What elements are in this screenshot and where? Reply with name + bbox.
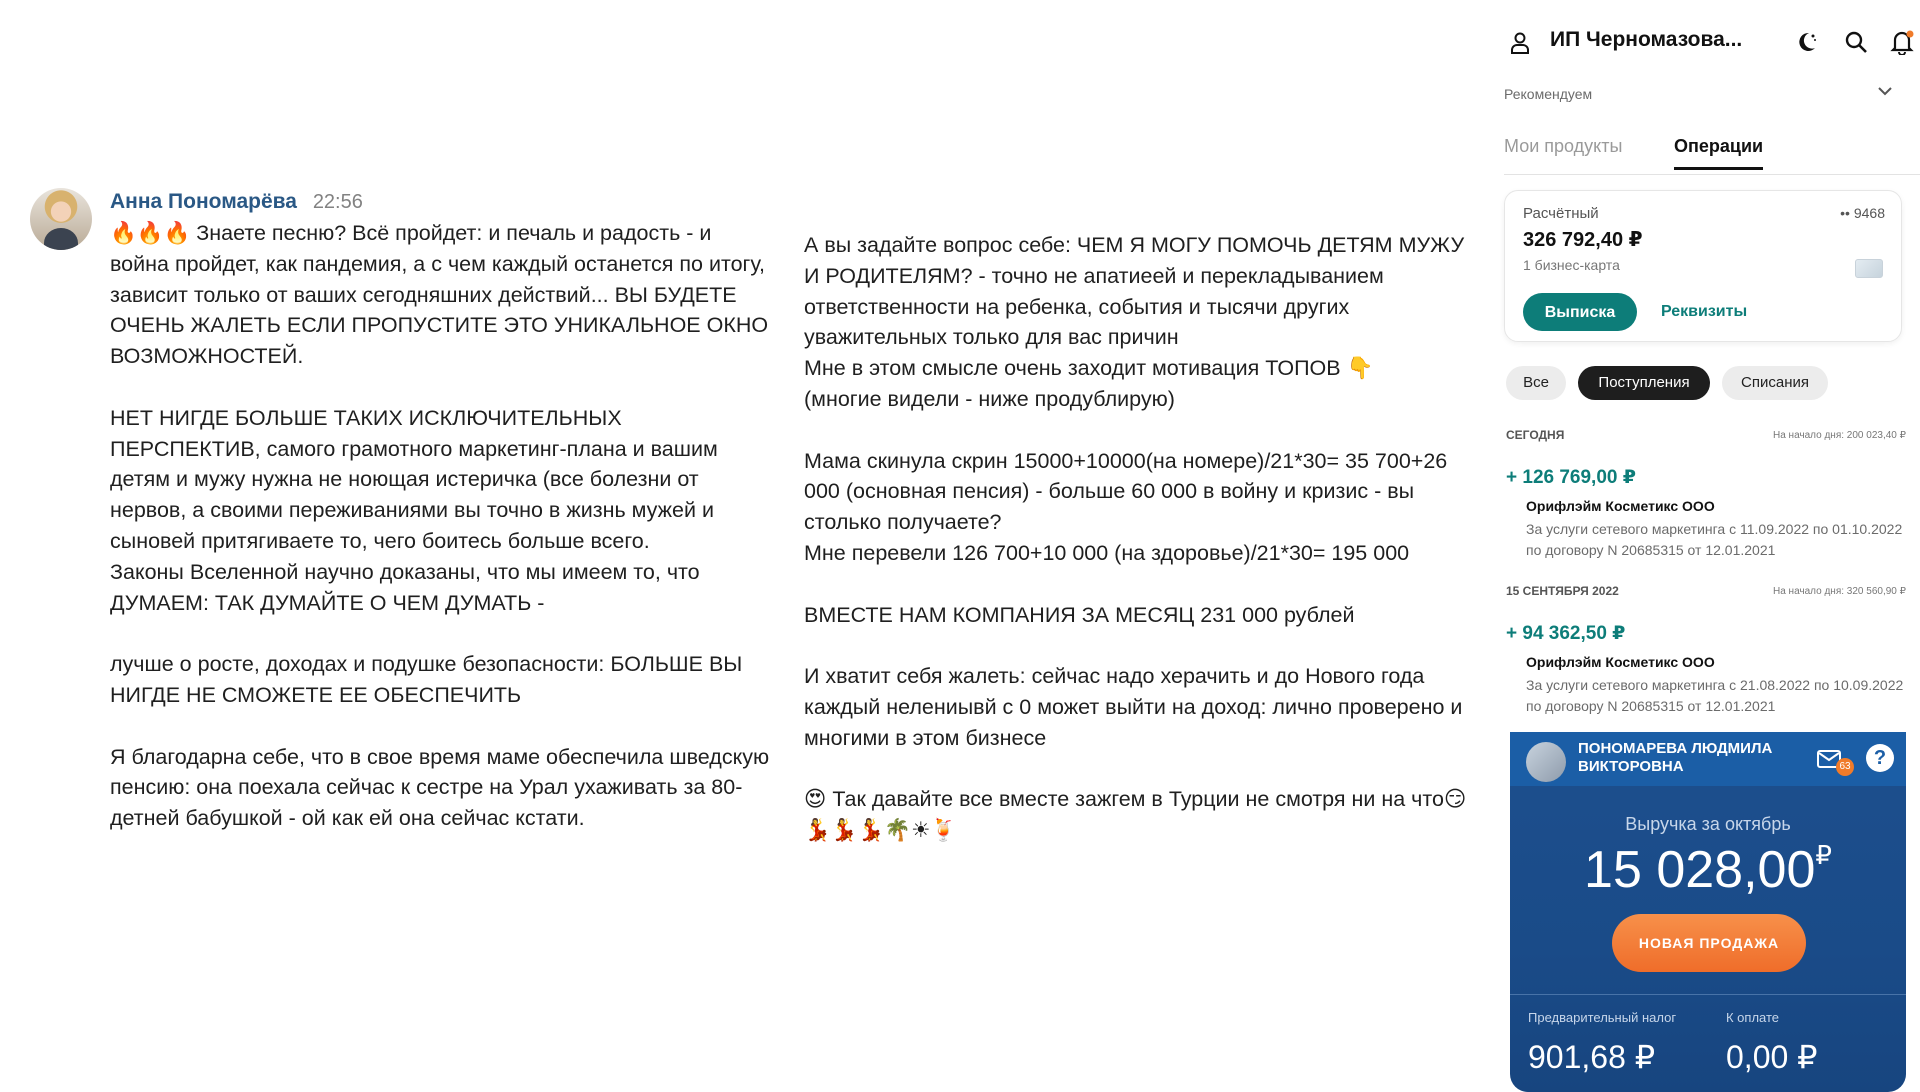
requisites-button[interactable]: Реквизиты <box>1661 303 1748 320</box>
search-icon[interactable] <box>1844 30 1868 54</box>
filter-all[interactable]: Все <box>1506 366 1566 400</box>
chevron-down-icon[interactable] <box>1876 82 1894 100</box>
avatar[interactable] <box>1526 742 1566 782</box>
statement-button[interactable]: Выписка <box>1523 293 1637 331</box>
message-paragraph: Законы Вселенной научно доказаны, что мы имеем то, что ДУМАЕМ: ТАК ДУМАЙТЕ О ЧЕМ ДУМАТЬ - <box>110 559 700 615</box>
paragraph-gap <box>110 372 770 403</box>
message-paragraph: А вы задайте вопрос себе: ЧЕМ Я МОГУ ПОМОЧЬ ДЕТЯМ МУЖУ И РОДИТЕЛЯМ? - точно не апатиеей и перекладыванием ответственности на ребенка, события и тысячи других уважительных только для вас причин <box>804 233 1465 350</box>
message-time[interactable]: 22:56 <box>312 191 363 213</box>
day-start-balance: На начало дня: 320 560,90 ₽ <box>1772 586 1906 597</box>
message-text-right <box>804 230 1474 846</box>
account-card[interactable] <box>1504 190 1902 342</box>
message-paragraph: Я благодарна себе, что в свое время маме обеспечила шведскую пенсию: она поехала сейчас к сестре на Урал ухаживать за 80-детней бабушкой - ой как ей она сейчас кстати. <box>110 744 770 831</box>
message-paragraph: Мне перевели 126 700+10 000 (на здоровье)/21*30= 195 000 <box>804 540 1410 565</box>
bank-tabs <box>1504 136 1920 175</box>
day-label: СЕГОДНЯ <box>1506 428 1565 442</box>
operation-description[interactable]: За услуги сетевого маркетинга с 11.09.2022 по 01.10.2022 по договору N 20685315 от 12.01.2021 <box>1526 521 1903 558</box>
message-header <box>110 190 363 214</box>
operation-company[interactable]: Орифлэйм Косметикс ООО <box>1526 498 1715 514</box>
message-paragraph: ВМЕСТЕ НАМ КОМПАНИЯ ЗА МЕСЯЦ 231 000 рублей <box>804 602 1355 627</box>
operation-description[interactable]: За услуги сетевого маркетинга с 21.08.2022 по 10.09.2022 по договору N 20685315 от 12.01.2021 <box>1526 677 1904 714</box>
paragraph-gap <box>804 630 1474 661</box>
moon-icon[interactable] <box>1794 30 1818 54</box>
message-paragraph: (многие видели - ниже продублирую) <box>804 386 1175 411</box>
day-label: 15 СЕНТЯБРЯ 2022 <box>1506 584 1619 598</box>
help-icon[interactable]: ? <box>1866 744 1894 772</box>
account-balance: 326 792,40 ₽ <box>1523 229 1643 251</box>
tax-app-topbar <box>1510 732 1906 786</box>
filter-expense[interactable]: Списания <box>1722 366 1828 400</box>
message-paragraph: 😍 Так давайте все вместе зажгем в Турции не смотря ни на что😏💃💃💃🌴☀🍹 <box>804 787 1467 843</box>
user-icon[interactable] <box>1510 32 1530 54</box>
bank-header <box>1510 26 1910 58</box>
pay-label: К оплате <box>1726 1010 1780 1025</box>
divider <box>1510 994 1906 995</box>
organization-name[interactable]: ИП Черномазова... <box>1550 28 1743 51</box>
tab-my-products[interactable]: Мои продукты <box>1504 136 1623 156</box>
bell-icon[interactable] <box>1890 29 1914 55</box>
tax-app-user-name[interactable]: ПОНОМАРЕВА ЛЮДМИЛА ВИКТОРОВНА <box>1578 740 1773 775</box>
message-author[interactable]: Анна Пономарёва <box>110 190 297 213</box>
message-text-left <box>110 218 770 834</box>
tax-value[interactable]: 901,68 ₽ <box>1528 1039 1656 1075</box>
message-paragraph: Мама скинула скрин 15000+10000(на номере)/21*30= 35 700+26 000 (основная пенсия) - больше 60 000 в войну и кризис - вы столько получаете? <box>804 448 1448 535</box>
day-start-balance: На начало дня: 200 023,40 ₽ <box>1772 430 1906 441</box>
message-paragraph: НЕТ НИГДЕ БОЛЬШЕ ТАКИХ ИСКЛЮЧИТЕЛЬНЫХ ПЕРСПЕКТИВ, самого грамотного маркетинг-плана и вашим детям и мужу нужна не ноющая истеричка (все болезни от нервов, а своими переживаниями вы точно в жизнь мужей и сыновей притягиваете то, чего боитесь больше всего. <box>110 405 718 553</box>
mail-badge: 63 <box>1836 758 1854 776</box>
paragraph-gap <box>804 754 1474 785</box>
operation-amount[interactable]: + 94 362,50 ₽ <box>1506 623 1626 644</box>
avatar[interactable] <box>30 188 92 250</box>
card-icon <box>1855 259 1883 278</box>
account-cards: 1 бизнес-карта <box>1523 257 1620 273</box>
message-paragraph: Мне в этом смысле очень заходит мотивация ТОПОВ 👇 <box>804 356 1374 381</box>
tab-operations[interactable]: Операции <box>1674 136 1763 170</box>
bank-app-screenshot <box>1486 0 1920 1080</box>
tax-app-screenshot <box>1510 732 1906 1092</box>
revenue-amount: 15 028,00 <box>1584 841 1816 899</box>
tax-label: Предварительный налог <box>1528 1010 1677 1025</box>
account-type: Расчётный <box>1523 205 1599 222</box>
revenue-value <box>1510 840 1906 900</box>
message-paragraph: 🔥🔥🔥 Знаете песню? Всё пройдет: и печаль и радость - и война пройдет, как пандемия, а с чем каждый останется по итогу, зависит только от ваших сегодняшних действий... ВЫ БУДЕТЕ ОЧЕНЬ ЖАЛЕТЬ ЕСЛИ ПРОПУСТИТЕ ЭТО УНИКАЛЬНОЕ ОКНО ВОЗМОЖНОСТЕЙ. <box>110 221 769 369</box>
currency-sign: ₽ <box>1815 840 1832 870</box>
account-number: •• 9468 <box>1840 205 1885 221</box>
paragraph-gap <box>804 415 1474 446</box>
revenue-label: Выручка за октябрь <box>1625 814 1791 834</box>
message-paragraph: лучше о росте, доходах и подушке безопасности: БОЛЬШЕ ВЫ НИГДЕ НЕ СМОЖЕТЕ ЕЕ ОБЕСПЕЧИТЬ <box>110 652 743 707</box>
recommend-section[interactable]: Рекомендуем <box>1504 86 1593 102</box>
operation-amount[interactable]: + 126 769,00 ₽ <box>1506 467 1636 488</box>
filter-income[interactable]: Поступления <box>1578 366 1710 400</box>
operation-company[interactable]: Орифлэйм Косметикс ООО <box>1526 654 1715 670</box>
pay-value[interactable]: 0,00 ₽ <box>1726 1039 1818 1075</box>
paragraph-gap <box>110 711 770 742</box>
paragraph-gap <box>110 618 770 649</box>
new-sale-button[interactable]: НОВАЯ ПРОДАЖА <box>1612 914 1806 972</box>
paragraph-gap <box>804 569 1474 600</box>
message-paragraph: И хватит себя жалеть: сейчас надо херачить и до Нового года каждый нелениывй с 0 может выйти на доход: лично проверено и многими в этом бизнесе <box>804 664 1463 750</box>
